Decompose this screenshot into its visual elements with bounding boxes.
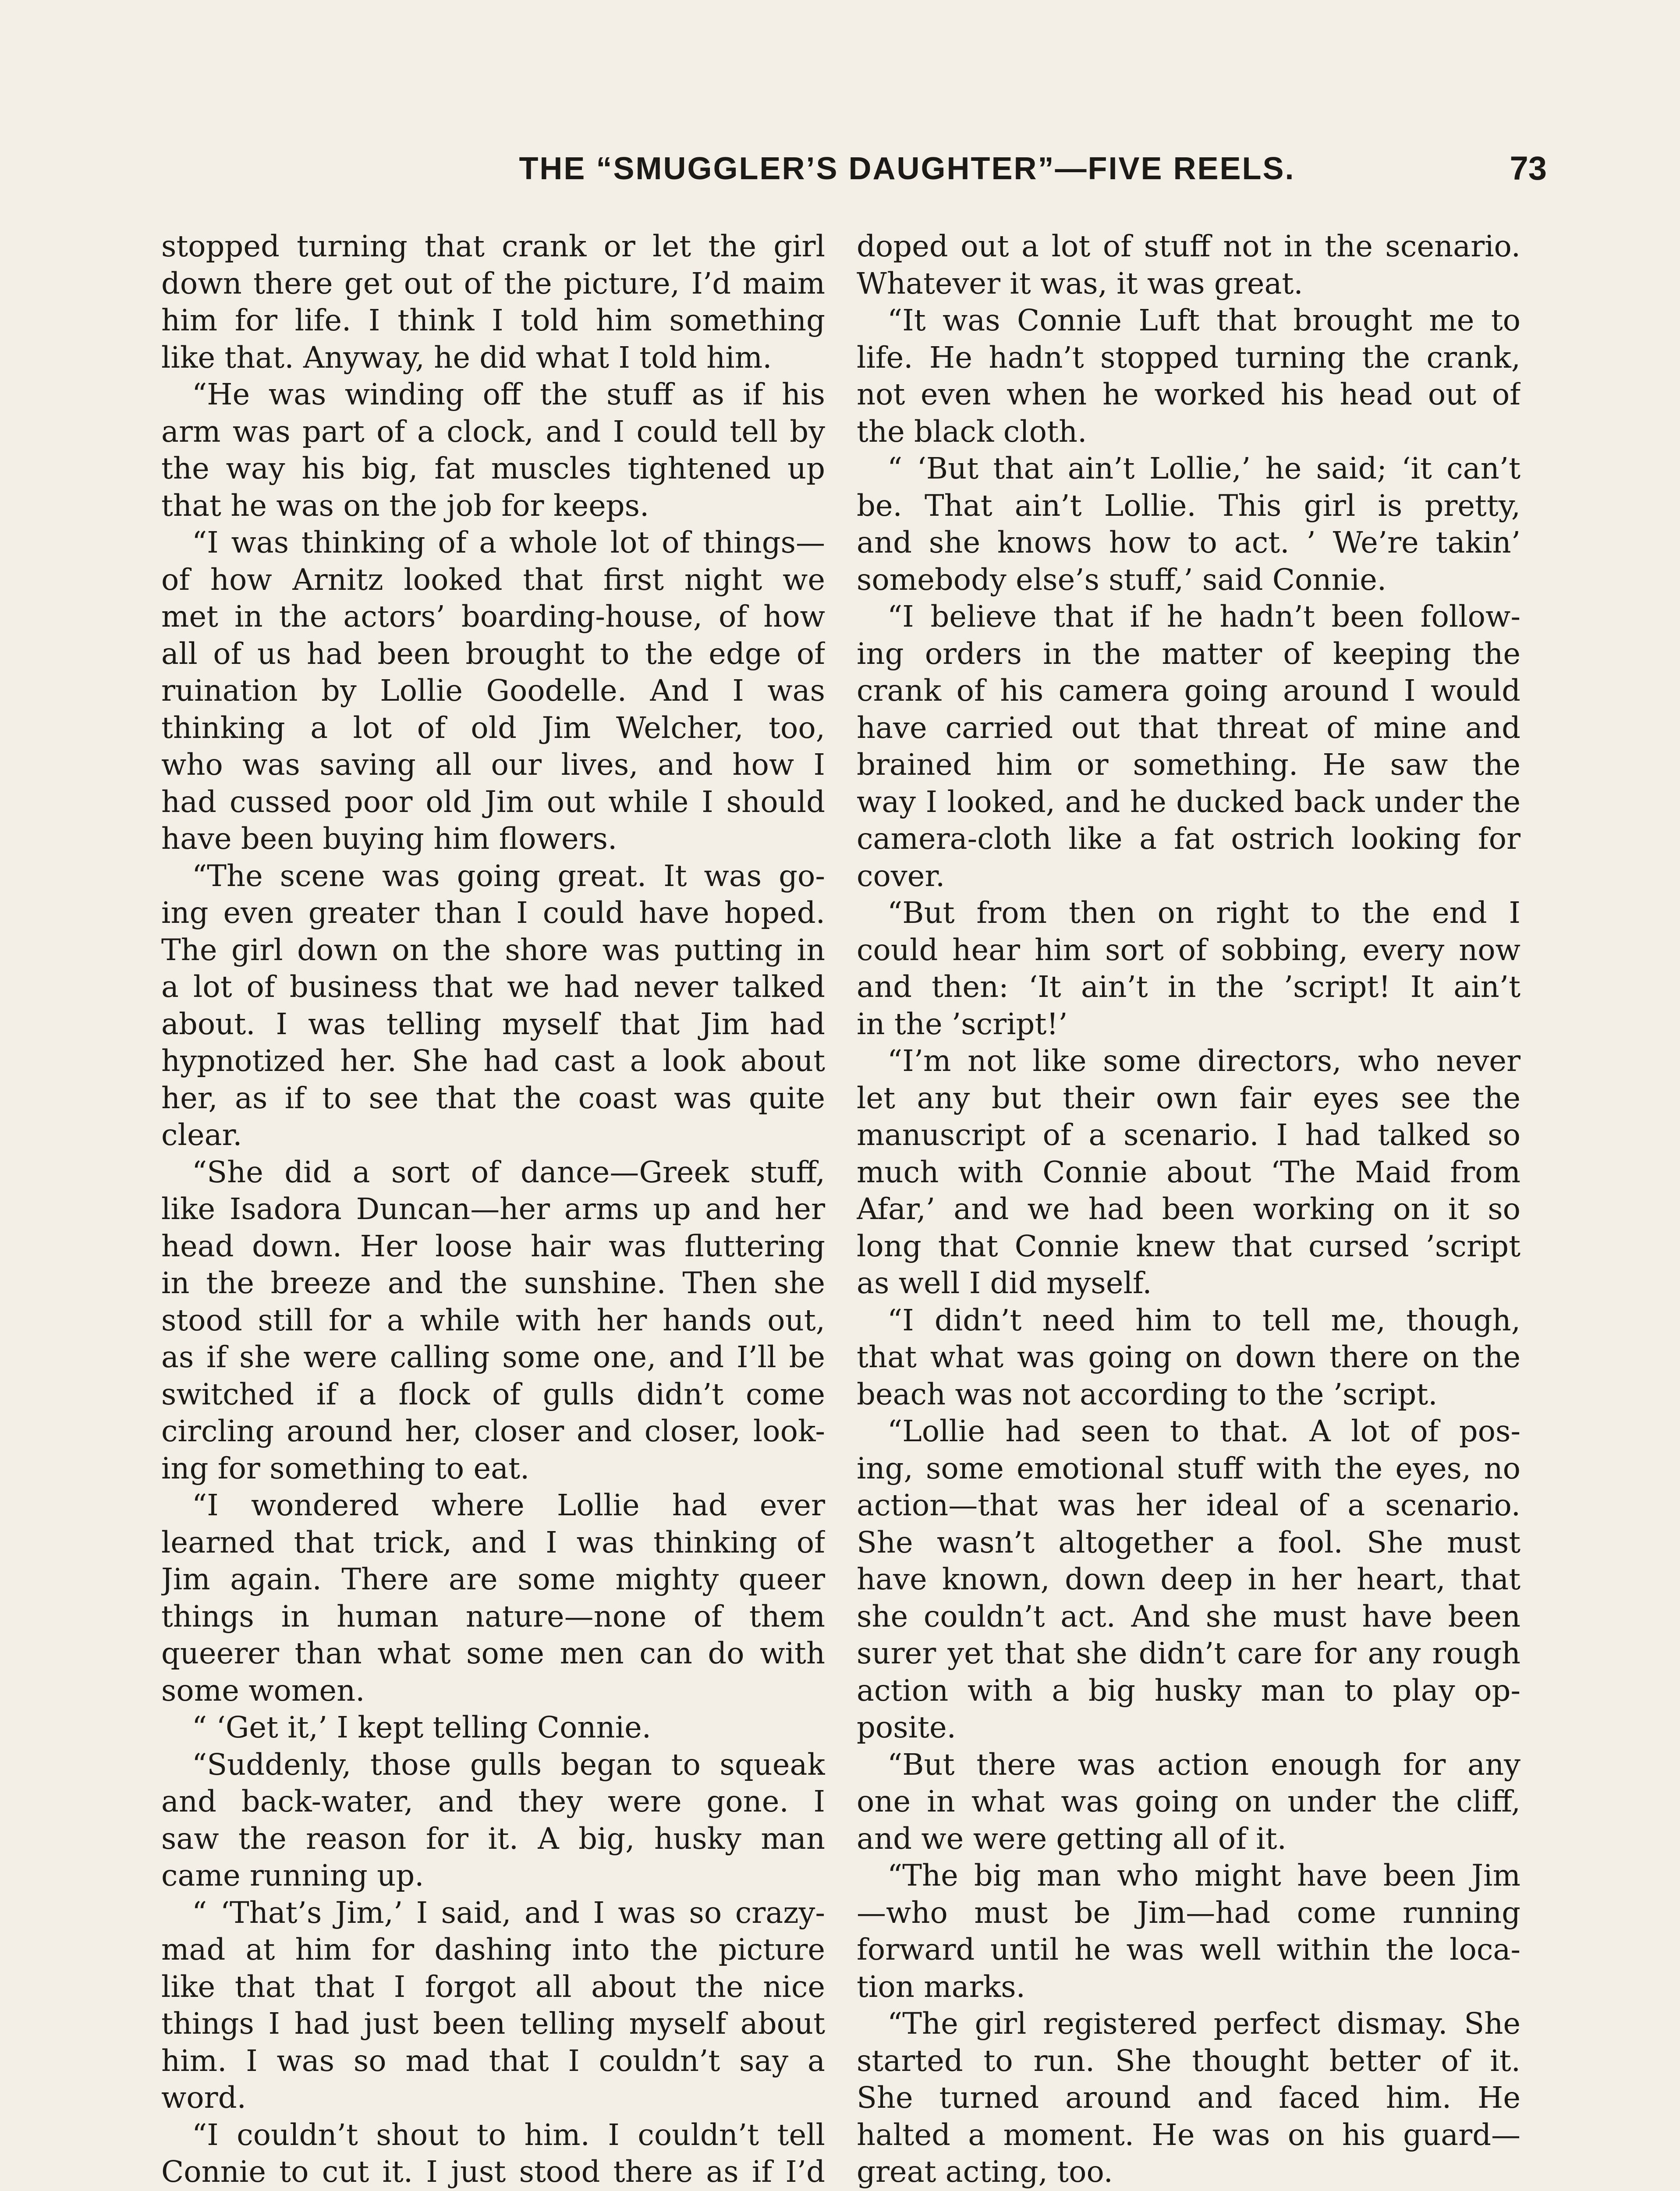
text-line: “But there was action enough for any <box>887 1747 1521 1782</box>
text-line: queerer than what some men can do with <box>161 1636 825 1670</box>
text-line: things I had just been telling myself about <box>161 2007 825 2041</box>
text-line: ruination by Lollie Goodelle. And I was <box>161 674 825 708</box>
text-line: “She did a sort of dance—Greek stuff, <box>192 1155 825 1189</box>
text-column-right <box>857 228 1521 2191</box>
text-line: “I couldn’t shout to him. I couldn’t tell <box>192 2117 825 2152</box>
running-head-title: THE “SMUGGLER’S DAUGHTER”—FIVE REELS. <box>519 151 1295 186</box>
text-line: posite. <box>857 1710 956 1744</box>
text-line: “I’m not like some directors, who never <box>887 1044 1521 1078</box>
text-line: like that. Anyway, he did what I told him. <box>161 340 772 375</box>
text-line: in the ’script!’ <box>857 1007 1068 1041</box>
text-line: in the breeze and the sunshine. Then she <box>161 1266 825 1300</box>
text-line: like Isadora Duncan—her arms up and her <box>161 1192 825 1226</box>
text-line: a lot of business that we had never talked <box>161 970 825 1004</box>
page-number: 73 <box>1510 150 1547 187</box>
text-line: met in the actors’ boarding-house, of how <box>161 599 825 634</box>
text-line: that what was going on down there on the <box>857 1340 1521 1374</box>
text-line: have been buying him flowers. <box>161 822 617 856</box>
text-line: way I looked, and he ducked back under the <box>857 784 1521 819</box>
text-line: forward until he was well within the loca- <box>857 1932 1521 1967</box>
text-line: Afar,’ and we had been working on it so <box>857 1192 1521 1226</box>
text-line: “Suddenly, those gulls began to squeak <box>192 1747 825 1782</box>
text-line: action with a big husky man to play op- <box>857 1673 1521 1708</box>
text-line: came running up. <box>161 1858 424 1893</box>
text-line: “Lollie had seen to that. A lot of pos- <box>887 1414 1521 1448</box>
text-line: “ ‘But that ain’t Lollie,’ he said; ‘it can’t <box>887 451 1521 486</box>
text-line: that he was on the job for keeps. <box>161 488 649 523</box>
text-line: doped out a lot of stuff not in the scenario. <box>857 229 1521 263</box>
text-line: thinking a lot of old Jim Welcher, too, <box>161 710 825 745</box>
text-line: have known, down deep in her heart, that <box>857 1562 1521 1596</box>
text-line: learned that trick, and I was thinking of <box>161 1525 825 1560</box>
text-line: and we were getting all of it. <box>857 1821 1287 1856</box>
text-line: long that Connie knew that cursed ’script <box>857 1229 1521 1263</box>
text-line: clear. <box>161 1118 242 1152</box>
text-line: “The girl registered perfect dismay. She <box>887 2007 1521 2041</box>
text-line: the black cloth. <box>857 414 1087 449</box>
text-line: The girl down on the shore was putting in <box>161 932 825 967</box>
text-line: ing for something to eat. <box>161 1451 530 1485</box>
text-line: somebody else’s stuff,’ said Connie. <box>857 562 1387 597</box>
text-line: “I didn’t need him to tell me, though, <box>887 1303 1521 1337</box>
text-line: “ ‘Get it,’ I kept telling Connie. <box>192 1710 652 1744</box>
text-line: “He was winding off the stuff as if his <box>192 377 825 411</box>
text-line: stopped turning that crank or let the girl <box>161 229 825 263</box>
text-column-left <box>161 228 825 2191</box>
text-line: “It was Connie Luft that brought me to <box>887 303 1521 337</box>
text-line: who was saving all our lives, and how I <box>161 748 825 782</box>
text-line: she couldn’t act. And she must have been <box>857 1599 1521 1634</box>
text-line: great acting, too. <box>857 2155 1113 2189</box>
text-line: head down. Her loose hair was fluttering <box>161 1229 825 1263</box>
text-line: “The scene was going great. It was go- <box>192 858 825 893</box>
text-line: about. I was telling myself that Jim had <box>161 1007 825 1041</box>
running-head <box>158 145 1547 193</box>
text-line: him. I was so mad that I couldn’t say a <box>161 2043 825 2078</box>
text-line: circling around her, closer and closer, look- <box>161 1414 825 1448</box>
text-line: She wasn’t altogether a fool. She must <box>857 1525 1521 1560</box>
text-line: much with Connie about ‘The Maid from <box>857 1155 1521 1189</box>
text-line: tion marks. <box>857 1969 1025 2004</box>
text-line: of how Arnitz looked that first night we <box>161 562 825 597</box>
text-line: saw the reason for it. A big, husky man <box>161 1821 825 1856</box>
text-line: and then: ‘It ain’t in the ’script! It ain’t <box>857 970 1521 1004</box>
text-line: stood still for a while with her hands out, <box>161 1303 825 1337</box>
text-line: him for life. I think I told him something <box>161 303 825 337</box>
text-line: mad at him for dashing into the picture <box>161 1932 825 1967</box>
text-line: not even when he worked his head out of <box>857 377 1521 411</box>
text-line: her, as if to see that the coast was quite <box>161 1081 825 1115</box>
text-line: arm was part of a clock, and I could tell by <box>161 414 825 449</box>
text-line: surer yet that she didn’t care for any rough <box>857 1636 1521 1670</box>
text-line: started to run. She thought better of it. <box>857 2043 1521 2078</box>
text-line: down there get out of the picture, I’d maim <box>161 266 825 301</box>
text-line: like that that I forgot all about the nice <box>161 1969 825 2004</box>
text-line: had cussed poor old Jim out while I should <box>161 784 825 819</box>
text-line: brained him or something. He saw the <box>857 748 1521 782</box>
text-line: action—that was her ideal of a scenario. <box>857 1488 1521 1522</box>
text-line: all of us had been brought to the edge of <box>161 636 825 671</box>
text-line: be. That ain’t Lollie. This girl is pretty, <box>857 488 1521 523</box>
text-line: “I wondered where Lollie had ever <box>192 1488 825 1522</box>
text-line: things in human nature—none of them <box>161 1599 825 1634</box>
text-line: cover. <box>857 858 945 893</box>
text-line: “The big man who might have been Jim <box>887 1858 1521 1893</box>
text-line: “I was thinking of a whole lot of things— <box>192 525 825 560</box>
text-line: could hear him sort of sobbing, every now <box>857 932 1521 967</box>
text-line: and she knows how to act. ’ We’re takin’ <box>857 525 1521 560</box>
text-line: Whatever it was, it was great. <box>857 266 1303 301</box>
text-line: ing, some emotional stuff with the eyes, no <box>857 1451 1521 1485</box>
text-line: —who must be Jim—had come running <box>857 1895 1521 1930</box>
text-line: manuscript of a scenario. I had talked so <box>857 1118 1521 1152</box>
text-line: as if she were calling some one, and I’ll be <box>161 1340 825 1374</box>
text-line: She turned around and faced him. He <box>857 2081 1521 2115</box>
text-line: halted a moment. He was on his guard— <box>857 2117 1521 2152</box>
text-line: as well I did myself. <box>857 1266 1152 1300</box>
text-line: switched if a flock of gulls didn’t come <box>161 1377 825 1411</box>
text-line: let any but their own fair eyes see the <box>857 1081 1521 1115</box>
text-line: and back-water, and they were gone. I <box>161 1784 825 1819</box>
text-line: beach was not according to the ’script. <box>857 1377 1438 1411</box>
text-line: ing even greater than I could have hoped. <box>161 896 825 930</box>
text-line: some women. <box>161 1673 365 1708</box>
text-line: crank of his camera going around I would <box>857 674 1521 708</box>
text-line: ing orders in the matter of keeping the <box>857 636 1521 671</box>
text-line: Jim again. There are some mighty queer <box>161 1562 825 1596</box>
text-line: “ ‘That’s Jim,’ I said, and I was so crazy- <box>192 1895 825 1930</box>
text-line: life. He hadn’t stopped turning the crank, <box>857 340 1521 375</box>
text-line: camera-cloth like a fat ostrich looking for <box>857 822 1521 856</box>
text-line: the way his big, fat muscles tightened up <box>161 451 825 486</box>
text-line: Connie to cut it. I just stood there as if I’d <box>161 2155 825 2189</box>
text-line: “I believe that if he hadn’t been follow- <box>887 599 1521 634</box>
text-line: have carried out that threat of mine and <box>857 710 1521 745</box>
text-line: hypnotized her. She had cast a look about <box>161 1044 825 1078</box>
text-line: “But from then on right to the end I <box>887 896 1521 930</box>
text-line: word. <box>161 2081 246 2115</box>
text-line: one in what was going on under the cliff, <box>857 1784 1521 1819</box>
